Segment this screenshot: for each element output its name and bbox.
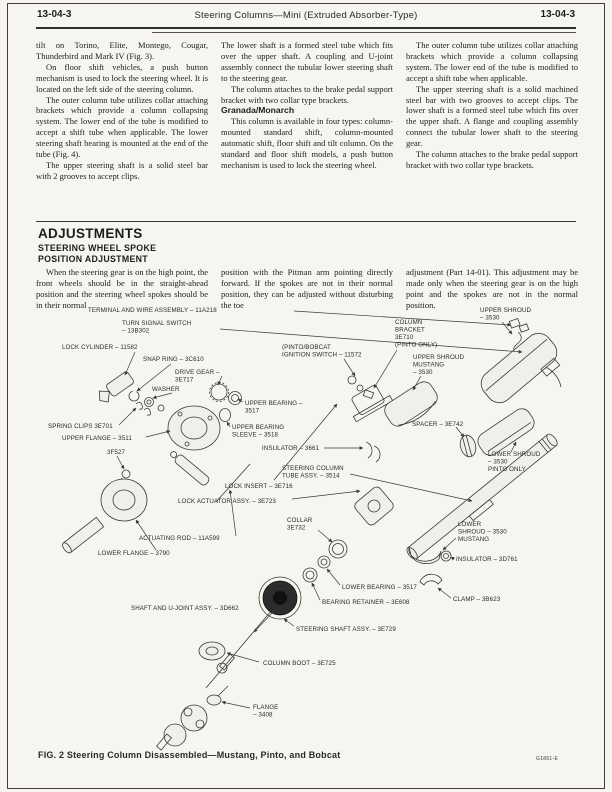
- body-paragraph: The column attaches to the brake pedal support bracket with two collar type brackets.: [406, 149, 578, 170]
- diagram-label-flange-3408: FLANGE – 3408: [253, 704, 279, 719]
- diagram-leader-insulator-3d761: [451, 557, 454, 559]
- diagram-label-ignition-switch: (PINTO/BOBCAT IGNITION SWITCH – 11572: [282, 344, 362, 359]
- page-title: Steering Columns—Mini (Extruded Absorber-Type): [194, 10, 418, 21]
- diagram-leader-shaft-ujoint: [254, 610, 275, 632]
- insulator-3661-part: [366, 442, 380, 462]
- diagram-label-lower-bearing: LOWER BEARING – 3517: [342, 584, 417, 591]
- insulator-3d761-part: [441, 551, 451, 561]
- diagram-label-upper-shroud: UPPER SHROUD – 3530: [480, 307, 532, 322]
- diagram-label-collar: COLLAR 3E732: [287, 517, 313, 532]
- steering-column-exploded-diagram: [22, 298, 590, 753]
- body-paragraph: The column attaches to the brake pedal support bracket with two collar type brackets.: [221, 83, 393, 105]
- lower-flange-housing-part: [101, 479, 147, 521]
- diagram-leader-part-3f527: [117, 456, 124, 469]
- diagram-leader-ignition-switch: [344, 359, 355, 376]
- diagram-label-shaft-ujoint: SHAFT AND U-JOINT ASSY. – 3D662: [131, 605, 239, 612]
- drive-gear-part: [210, 383, 229, 402]
- diagram-label-clamp: CLAMP – 3B623: [453, 596, 501, 603]
- body-paragraph: adjustment (Part 14-01). This adjustment may be made only when the steering gear is on the high point and the spokes are not in the normal position.: [406, 267, 578, 310]
- upper-shroud-part: [476, 328, 567, 413]
- adjustments-subtitle-line1: STEERING WHEEL SPOKE: [38, 243, 157, 253]
- text-column-3: [406, 40, 578, 182]
- spacer-part: [458, 433, 478, 458]
- diagram-label-column-boot: COLUMN BOOT – 3E725: [263, 660, 336, 667]
- body-paragraph: position with the Pitman arm pointing directly forward. If the spokes are not in their normal position, they can be adjusted without disturbing the toe: [221, 267, 393, 310]
- upper-bearing-sleeve-part: [220, 409, 231, 422]
- body-paragraph: The outer column tube utilizes collar attaching brackets which provide a column collapsing system. The lower end of the tube is modified to accept a shift tube when applicable.: [406, 40, 578, 83]
- body-paragraph: The upper steering shaft is a solid machined steel bar with two grooves to accept clips. The lower shaft is a formed steel tube which fits over the upper shaft. A flange and coupling assembly connect the tubular lower shaft to the steering gear.: [406, 83, 578, 149]
- diagram-label-insulator-3661: INSULATOR – 3661: [262, 445, 320, 452]
- diagram-label-lock-cylinder: LOCK CYLINDER – 11582: [62, 344, 138, 351]
- figure-caption: FIG. 2 Steering Column Disassembled—Mustang, Pinto, and Bobcat: [38, 750, 341, 760]
- lower-bearing-part: [318, 556, 330, 568]
- pin-part: [158, 405, 164, 411]
- diagram-label-lower-shroud-pinto: LOWER SHROUD – 3530 PINTO ONLY: [488, 451, 541, 474]
- diagram-leader-spring-clips: [119, 408, 136, 425]
- diagram-label-spacer: SPACER – 3E742: [412, 421, 464, 428]
- adjustments-subtitle-line2: POSITION ADJUSTMENT: [38, 254, 148, 264]
- header-rule: [36, 27, 576, 29]
- diagram-leader-upper-bearing-sleeve: [227, 422, 230, 427]
- diagram-leader-washer: [153, 393, 172, 398]
- diagram-leader-actuating-rod: [230, 490, 236, 536]
- diagram-leader-upper-flange: [146, 431, 170, 437]
- upper-bearing-part: [229, 392, 242, 405]
- diagram-label-bearing-retainer: BEARING RETAINER – 3E608: [322, 599, 410, 606]
- diagram-label-column-bracket: COLUMN BRACKET 3E710 (PINTO ONLY): [395, 319, 438, 349]
- body-paragraph: tilt on Torino, Elite, Montego, Cougar, Thunderbird and Mark IV (Fig. 3).: [36, 40, 208, 61]
- lock-cylinder-part: [95, 371, 136, 406]
- lock-actuator-part: [168, 449, 210, 487]
- diagram-label-terminal-wire: TERMINAL AND WIRE ASSEMBLY – 11A218: [88, 307, 217, 314]
- body-paragraph: The upper steering shaft is a solid steel bar with 2 grooves to accept clips.: [36, 159, 208, 181]
- figure-code: G1861-E: [536, 756, 559, 762]
- column-boot-part: [199, 642, 225, 660]
- diagram-leader-spacer: [456, 427, 464, 437]
- diagram-leader-drive-gear: [218, 376, 222, 385]
- diagram-label-actuating-rod: ACTUATING ROD – 11A599: [139, 535, 220, 542]
- section-divider: [36, 221, 576, 222]
- collar-part: [329, 540, 347, 558]
- diagram-label-spring-clips: SPRING CLIPS 3E701: [48, 423, 113, 430]
- diagram-label-drive-gear: DRIVE GEAR – 3E717: [175, 369, 220, 384]
- diagram-label-snap-ring: SNAP RING – 3C610: [143, 356, 204, 363]
- diagram-leader-lock-cylinder: [125, 352, 135, 375]
- body-paragraph: On floor shift vehicles, a push button mechanism is used to lock the steering wheel. It is located on the left side of the steering column.: [36, 61, 208, 94]
- diagram-leader-flange-3408: [222, 702, 250, 708]
- diagram-label-upper-flange: UPPER FLANGE – 3511: [62, 435, 132, 442]
- diagram-label-upper-bearing-sleeve: UPPER BEARING SLEEVE – 3518: [232, 424, 285, 439]
- diagram-leader-turn-signal: [220, 329, 522, 352]
- diagram-label-turn-signal: TURN SIGNAL SWITCH – 13B302: [122, 320, 192, 335]
- steering-shaft-part: [206, 577, 301, 688]
- diagram-label-lower-shroud-mustang: LOWER SHROUD – 3530 MUSTANG: [458, 521, 507, 544]
- diagram-label-lower-flange: LOWER FLANGE – 3790: [98, 550, 170, 557]
- diagram-label-insulator-3d761: INSULATOR – 3D761: [456, 556, 518, 563]
- exploded-view-figure: [22, 298, 590, 753]
- diagram-label-upper-shroud-mustang: UPPER SHROUD MUSTANG – 3530: [413, 354, 465, 377]
- intro-text-columns: [36, 40, 578, 182]
- diagram-leader-clamp: [438, 588, 451, 598]
- shaft-and-u-joint-part: [157, 705, 207, 750]
- diagram-leader-upper-shroud: [502, 322, 512, 334]
- diagram-label-lock-actuator: LOCK ACTUATOR ASSY. – 3E723: [178, 498, 276, 505]
- text-column-1: [36, 40, 208, 182]
- page-number-right: 13-04-3: [540, 9, 575, 20]
- adjustments-section-title: ADJUSTMENTS: [38, 226, 143, 241]
- flange-3408-part: [207, 686, 228, 705]
- granada-monarch-heading: Granada/Monarch: [221, 105, 295, 116]
- diagram-label-steering-shaft: STEERING SHAFT ASSY. – 3E729: [296, 626, 396, 633]
- bearing-retainer-part: [303, 568, 317, 582]
- diagram-label-part-3f527: 3F527: [107, 449, 126, 456]
- diagram-leader-lower-bearing: [327, 569, 340, 585]
- body-paragraph: The lower shaft is a formed steel tube which fits over the upper shaft. A coupling and U-joint assembly connect the tubular lower steering shaft to the steering gear.: [221, 40, 393, 83]
- diagram-leader-lock-actuator: [292, 491, 360, 499]
- page-number-left: 13-04-3: [37, 9, 72, 20]
- diagram-leader-lower-shroud-mustang: [443, 538, 456, 550]
- header-rule-secondary: [152, 32, 576, 33]
- diagram-leader-steering-shaft: [284, 619, 294, 626]
- text-column-2: [221, 40, 393, 182]
- snap-ring-part: [129, 391, 139, 401]
- diagram-label-lock-insert: LOCK INSERT – 3E716: [225, 483, 293, 490]
- body-paragraph: The outer column tube utilizes collar attaching brackets which provide a column collapsing system. The lower end of the tube is modified to accept a shift tube when applicable. The lower steering shaft bearing is mounted at the end of the tube (Fig. 4).: [36, 94, 208, 160]
- diagram-leader-bearing-retainer: [312, 583, 320, 600]
- column-bracket-part: [345, 381, 393, 422]
- body-paragraph: This column is available in four types: column-mounted standard shift, column-mounted automatic shift, floor shift and tilt column. On the standard and floor shift models, a push button mechanism is used to lock the steering wheel.: [221, 116, 393, 170]
- diagram-leader-column-bracket: [374, 350, 397, 388]
- lower-flange-tube-part: [61, 517, 104, 554]
- washer-part: [145, 398, 154, 407]
- upper-flange-housing-part: [168, 406, 220, 450]
- clamp-part: [420, 574, 442, 585]
- diagram-label-washer: WASHER: [152, 386, 180, 393]
- body-paragraph: When the steering gear is on the high point, the front wheels should be in the straight-ahead position and the steering wheel spokes should be in their normal: [36, 267, 208, 310]
- diagram-leader-collar: [318, 530, 332, 542]
- diagram-label-upper-bearing: UPPER BEARING – 3517: [245, 400, 303, 415]
- diagram-label-column-tube: STEERING COLUMN TUBE ASSY. – 3514: [282, 465, 344, 480]
